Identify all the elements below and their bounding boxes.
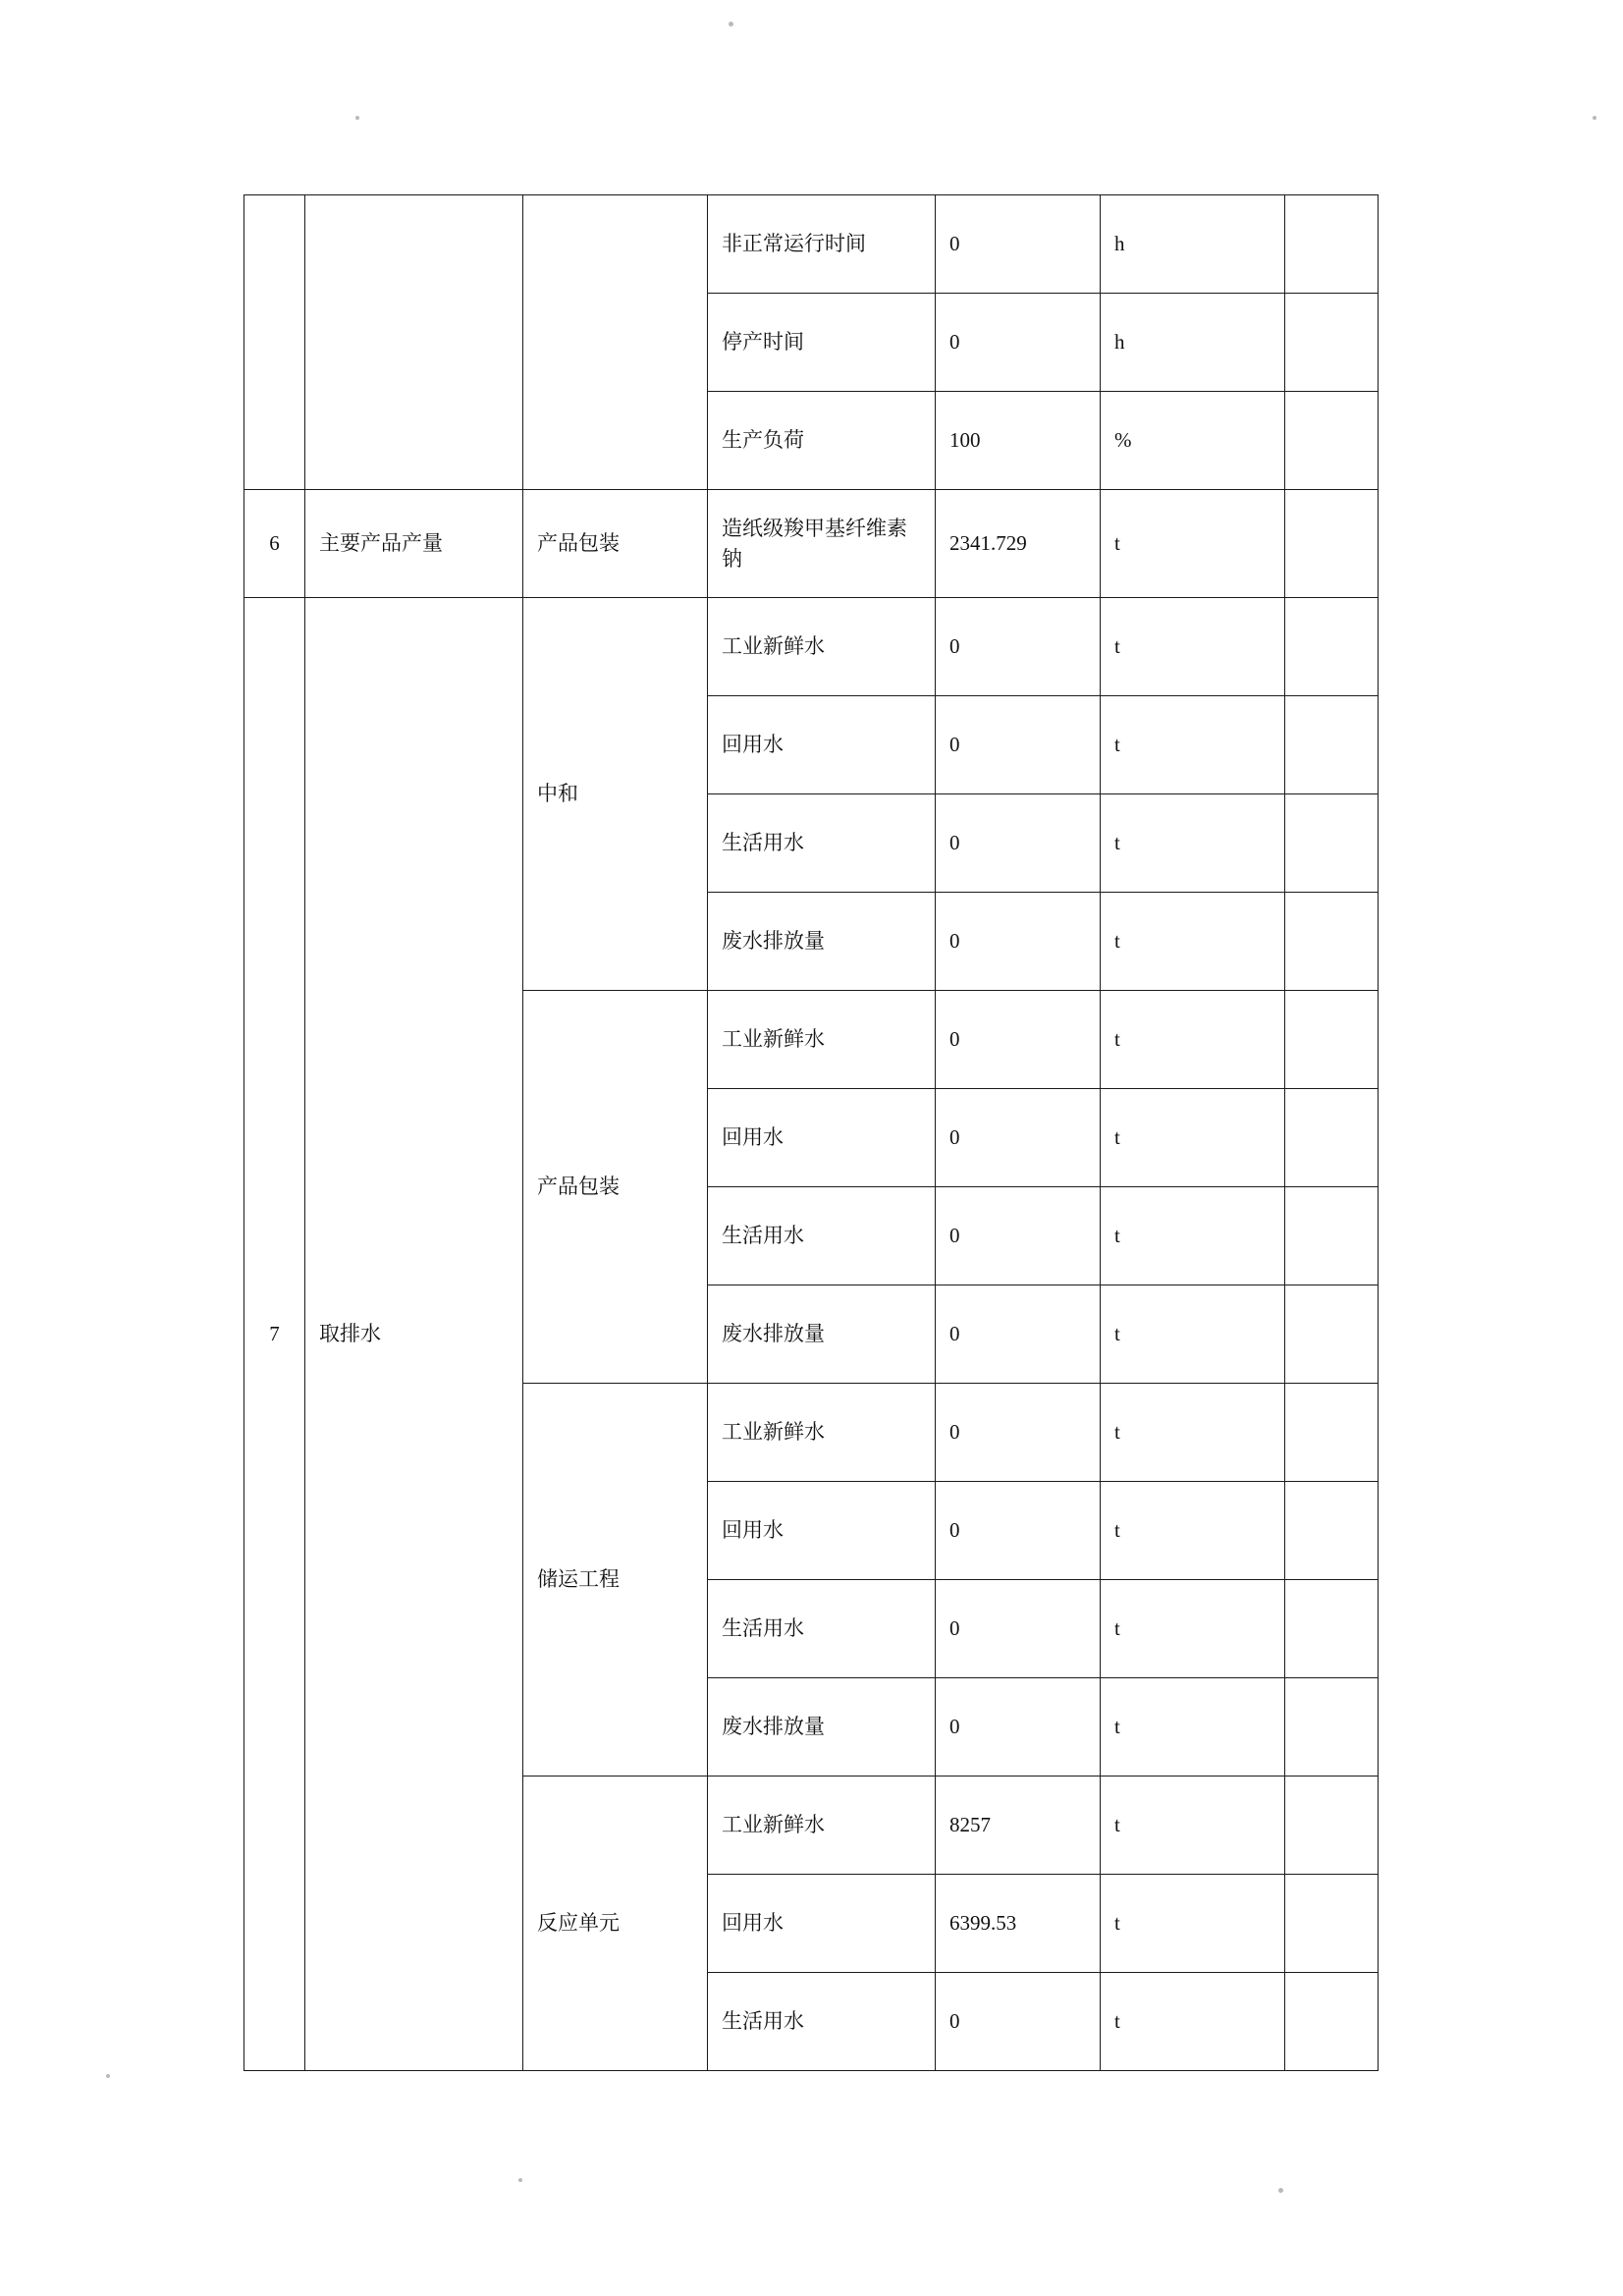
- cell-unit-of-measure: t: [1101, 991, 1285, 1089]
- cell-value: 0: [936, 1089, 1101, 1187]
- cell-unit-name: 反应单元: [523, 1777, 708, 2071]
- cell-unit-name: 储运工程: [523, 1384, 708, 1777]
- cell-item-label: 生活用水: [708, 794, 936, 893]
- cell-item-label: 废水排放量: [708, 893, 936, 991]
- cell-value: 8257: [936, 1777, 1101, 1875]
- cell-unit-of-measure: t: [1101, 490, 1285, 598]
- cell-value: 0: [936, 294, 1101, 392]
- cell-unit-of-measure: t: [1101, 598, 1285, 696]
- cell-item-label: 回用水: [708, 1482, 936, 1580]
- cell-value: 0: [936, 991, 1101, 1089]
- cell-value: 0: [936, 1580, 1101, 1678]
- cell-unit-of-measure: t: [1101, 893, 1285, 991]
- table-row: [244, 490, 1379, 598]
- cell-item-label: 工业新鲜水: [708, 1384, 936, 1482]
- cell-remark: [1285, 490, 1379, 598]
- cell-remark: [1285, 893, 1379, 991]
- cell-unit-of-measure: t: [1101, 1187, 1285, 1285]
- cell-remark: [1285, 1187, 1379, 1285]
- cell-unit-of-measure: t: [1101, 1580, 1285, 1678]
- cell-item-label: 废水排放量: [708, 1285, 936, 1384]
- cell-unit-of-measure: t: [1101, 1973, 1285, 2071]
- cell-value: 100: [936, 392, 1101, 490]
- cell-item-label: 造纸级羧甲基纤维素钠: [708, 490, 936, 598]
- cell-remark: [1285, 1875, 1379, 1973]
- cell-item-label: 工业新鲜水: [708, 991, 936, 1089]
- cell-item-label: 生产负荷: [708, 392, 936, 490]
- cell-unit-of-measure: t: [1101, 1678, 1285, 1777]
- table-row: [244, 195, 1379, 294]
- cell-remark: [1285, 1285, 1379, 1384]
- scan-speck: [355, 116, 359, 120]
- cell-remark: [1285, 1089, 1379, 1187]
- cell-unit-name: 产品包装: [523, 991, 708, 1384]
- cell-value: 0: [936, 893, 1101, 991]
- cell-unit-of-measure: t: [1101, 696, 1285, 794]
- cell-remark: [1285, 1777, 1379, 1875]
- cell-item-label: 非正常运行时间: [708, 195, 936, 294]
- cell-value: 0: [936, 598, 1101, 696]
- cell-unit-of-measure: t: [1101, 1384, 1285, 1482]
- scan-speck: [518, 2178, 522, 2182]
- cell-unit-of-measure: h: [1101, 294, 1285, 392]
- cell-item-label: 生活用水: [708, 1973, 936, 2071]
- cell-unit-name: [523, 195, 708, 490]
- cell-category: 主要产品产量: [305, 490, 523, 598]
- cell-item-label: 生活用水: [708, 1580, 936, 1678]
- emission-data-table: [243, 194, 1379, 2071]
- cell-value: 0: [936, 195, 1101, 294]
- scan-speck: [1278, 2188, 1283, 2193]
- cell-unit-of-measure: t: [1101, 1285, 1285, 1384]
- cell-category: 取排水: [305, 598, 523, 2071]
- scan-speck: [106, 2074, 110, 2078]
- cell-remark: [1285, 392, 1379, 490]
- cell-value: 0: [936, 1384, 1101, 1482]
- cell-unit-of-measure: h: [1101, 195, 1285, 294]
- cell-value: 6399.53: [936, 1875, 1101, 1973]
- cell-unit-name: 产品包装: [523, 490, 708, 598]
- cell-value: 0: [936, 1678, 1101, 1777]
- cell-remark: [1285, 1384, 1379, 1482]
- cell-item-label: 废水排放量: [708, 1678, 936, 1777]
- cell-item-label: 停产时间: [708, 294, 936, 392]
- cell-item-label: 回用水: [708, 1875, 936, 1973]
- cell-value: 0: [936, 1482, 1101, 1580]
- scan-speck: [1593, 116, 1596, 120]
- cell-item-label: 回用水: [708, 696, 936, 794]
- cell-unit-of-measure: t: [1101, 1089, 1285, 1187]
- cell-remark: [1285, 195, 1379, 294]
- cell-category: [305, 195, 523, 490]
- cell-item-label: 回用水: [708, 1089, 936, 1187]
- cell-remark: [1285, 696, 1379, 794]
- cell-remark: [1285, 794, 1379, 893]
- cell-value: 0: [936, 1973, 1101, 2071]
- cell-unit-of-measure: t: [1101, 1482, 1285, 1580]
- cell-value: 0: [936, 696, 1101, 794]
- cell-unit-name: 中和: [523, 598, 708, 991]
- cell-value: 2341.729: [936, 490, 1101, 598]
- cell-remark: [1285, 1973, 1379, 2071]
- cell-value: 0: [936, 794, 1101, 893]
- cell-unit-of-measure: t: [1101, 1777, 1285, 1875]
- cell-remark: [1285, 1482, 1379, 1580]
- cell-remark: [1285, 991, 1379, 1089]
- cell-remark: [1285, 598, 1379, 696]
- cell-unit-of-measure: t: [1101, 794, 1285, 893]
- cell-item-label: 工业新鲜水: [708, 598, 936, 696]
- cell-sequence-number: [244, 195, 305, 490]
- cell-item-label: 工业新鲜水: [708, 1777, 936, 1875]
- cell-value: 0: [936, 1285, 1101, 1384]
- table-row: [244, 598, 1379, 696]
- cell-remark: [1285, 1678, 1379, 1777]
- scan-speck: [729, 22, 733, 27]
- cell-value: 0: [936, 1187, 1101, 1285]
- cell-unit-of-measure: t: [1101, 1875, 1285, 1973]
- cell-sequence-number: 7: [244, 598, 305, 2071]
- cell-remark: [1285, 1580, 1379, 1678]
- cell-item-label: 生活用水: [708, 1187, 936, 1285]
- cell-unit-of-measure: %: [1101, 392, 1285, 490]
- cell-remark: [1285, 294, 1379, 392]
- cell-sequence-number: 6: [244, 490, 305, 598]
